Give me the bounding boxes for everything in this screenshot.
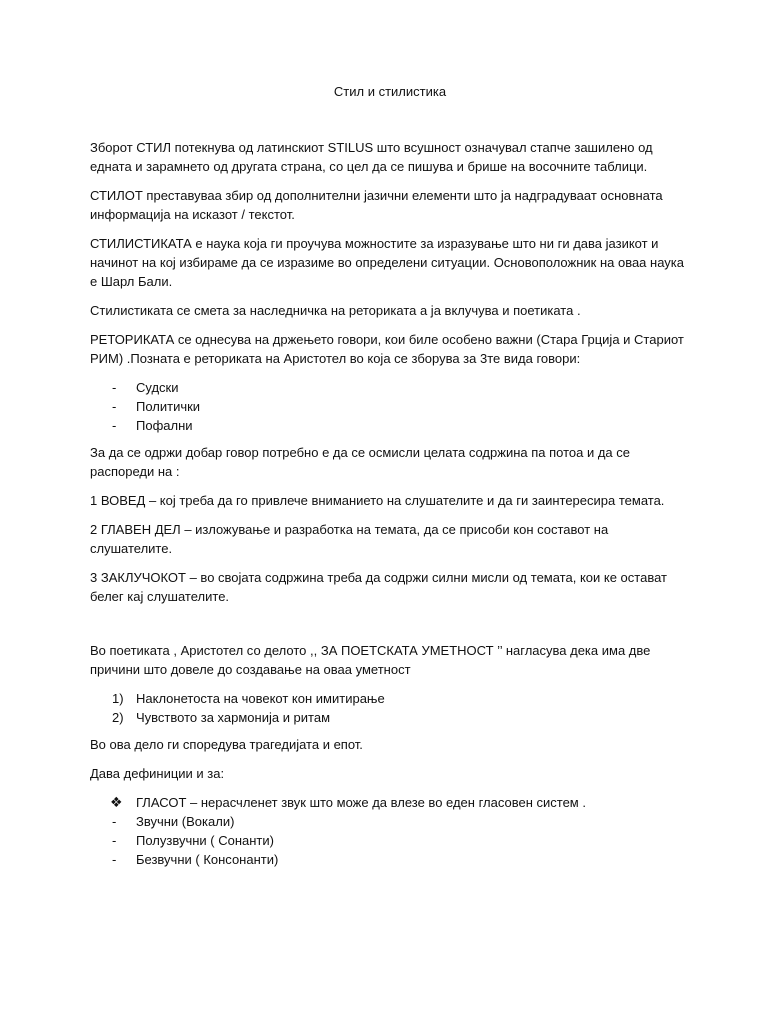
paragraph: Во ова дело ги споредува трагедијата и епот.	[90, 737, 363, 752]
dash-bullet: -	[112, 399, 117, 414]
paragraph: 3 ЗАКЛУЧОКОТ – во својата содржина треба да содржи силни мисли од темата, кои ке остават белег кај слушателите.	[90, 570, 667, 604]
dash-bullet: -	[112, 833, 117, 848]
paragraph: Стилистиката се смета за наследничка на реториката а ја вклучува и поетиката .	[90, 303, 581, 318]
list-item	[90, 812, 690, 831]
number-marker: 1)	[112, 691, 124, 706]
paragraph: За да се одржи добар говор потребно е да се осмисли целата содржина па потоа и да се распореди на :	[90, 445, 631, 479]
list-item-text: Звучни (Вокали)	[136, 814, 235, 829]
document-body	[90, 82, 690, 877]
list-item-text: Судски	[136, 380, 179, 395]
voice-definition-list	[90, 793, 690, 812]
paragraph: СТИЛОТ преставуваа збир од дополнителни јазични елементи што ја надградуваат основната информација на исказот / текстот.	[90, 188, 663, 222]
paragraph: РЕТОРИКАТА се однесува на држењето говори, кои биле особено важни (Стара Грција и Стариот РИМ) .Позната е реториката на Аристотел во која се зборува за 3те вида говори:	[90, 332, 684, 366]
page-title: Стил и стилистика	[333, 84, 447, 99]
paragraph: СТИЛИСТИКАТА е наука која ги проучува можностите за изразување што ни ги дава јазикот и начинот на кој избираме да се изразиме во определени ситуации. Основоположник на оваа наука е Шарл Бали.	[90, 236, 684, 289]
list-item-text: Политички	[136, 399, 201, 414]
reasons-list	[90, 689, 690, 727]
dash-bullet: -	[112, 814, 117, 829]
list-item	[90, 793, 690, 812]
list-item	[90, 708, 690, 727]
list-item	[90, 831, 690, 850]
list-item	[90, 850, 690, 869]
list-item-text: Безвучни ( Консонанти)	[136, 852, 279, 867]
number-marker: 2)	[112, 710, 124, 725]
speech-types-list	[90, 378, 690, 435]
list-item-text: Чувството за хармонија и ритам	[136, 710, 331, 725]
list-item	[90, 689, 690, 708]
spacer	[90, 616, 690, 641]
list-item-text: Пофални	[136, 418, 193, 433]
paragraph: Дава дефиниции и за:	[90, 766, 225, 781]
voice-types-list	[90, 812, 690, 869]
dash-bullet: -	[112, 852, 117, 867]
list-item-text: Наклонетоста на човекот кон имитирање	[136, 691, 385, 706]
dash-bullet: -	[112, 418, 117, 433]
list-item-text: Полузвучни ( Сонанти)	[136, 833, 274, 848]
paragraph: 1 ВОВЕД – кој треба да го привлече вниманието на слушателите и да ги заинтересира темата.	[90, 493, 665, 508]
dash-bullet: -	[112, 380, 117, 395]
list-item	[90, 378, 690, 397]
diamond-bullet-icon: ❖	[110, 794, 123, 810]
paragraph: 2 ГЛАВЕН ДЕЛ – изложување и разработка на темата, да се присоби кон составот на слушателите.	[90, 522, 609, 556]
paragraph: Во поетиката , Аристотел со делото ,, ЗА ПОЕТСКАТА УМЕТНОСТ ’’ нагласува дека има две причини што довеле до создавање на оваа уметност	[90, 643, 651, 677]
list-item	[90, 416, 690, 435]
list-item	[90, 397, 690, 416]
list-item-text: ГЛАСОТ – нерасчленет звук што може да влезе во еден гласовен систем .	[136, 795, 586, 810]
paragraph: Зборот СТИЛ потекнува од латинскиот STILUS што всушност означувал стапче зашилено од едната и зарамнето од другата страна, со цел да се пишува и брише на восочните таблици.	[90, 140, 653, 174]
